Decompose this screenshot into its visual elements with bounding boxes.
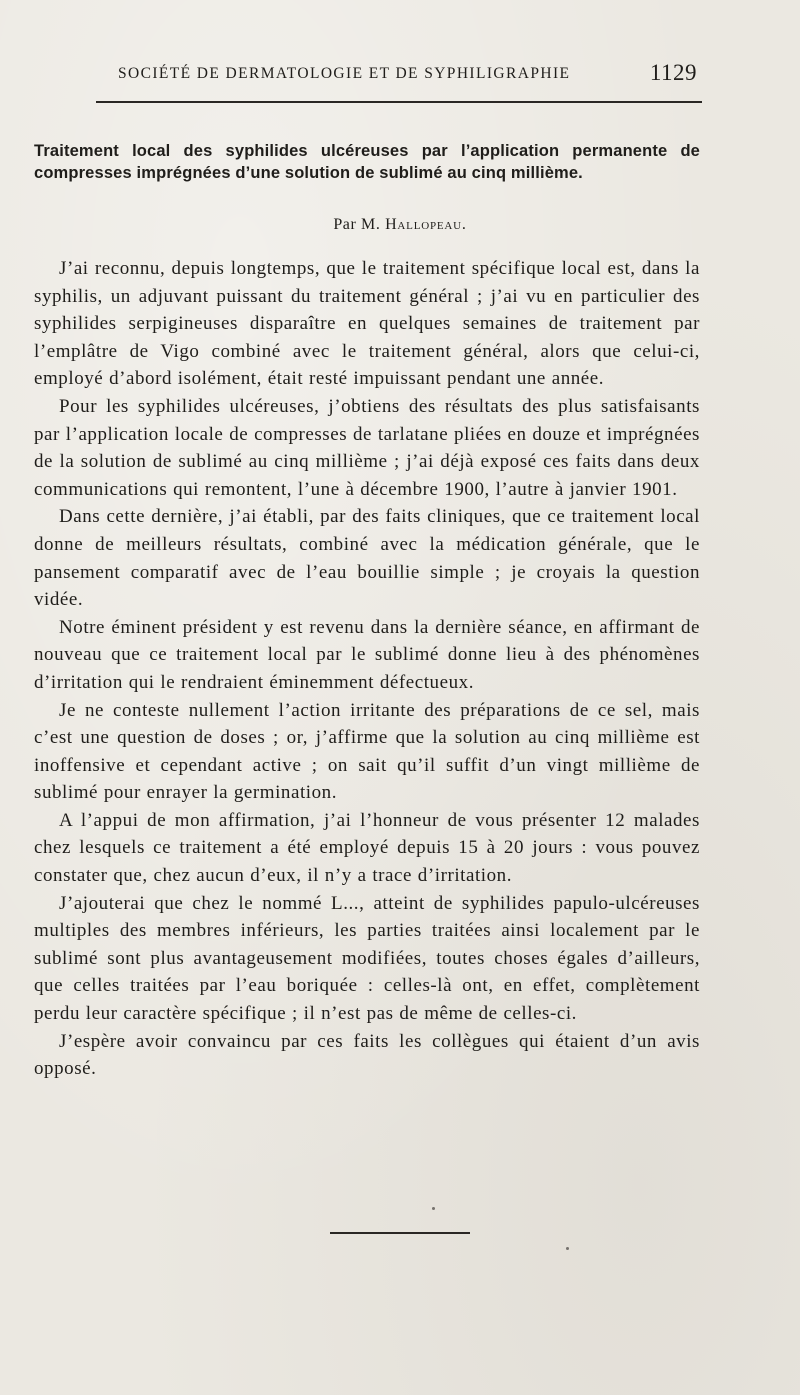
article-body (34, 255, 700, 1083)
paragraph: Notre éminent président y est revenu dans la dernière séance, en affirmant de nouveau que ce traitement local par le sublimé donne lieu à des phénomènes d’irritation qui le rendraient éminemment défectueux. (34, 616, 700, 693)
running-header (118, 60, 697, 88)
page-number: 1129 (649, 60, 697, 85)
running-title: SOCIÉTÉ DE DERMATOLOGIE ET DE SYPHILIGRAPHIE (118, 65, 571, 82)
end-rule (330, 1232, 470, 1234)
author-name: Hallopeau. (385, 216, 467, 233)
byline (0, 216, 800, 234)
header-rule (96, 101, 702, 103)
paragraph: Dans cette dernière, j’ai établi, par des faits cliniques, que ce traitement local donne de meilleurs résultats, combiné avec la médication générale, que le pansement comparatif avec de l’eau bouillie simple ; je croyais la question vidée. (34, 506, 700, 611)
ink-speck (566, 1247, 569, 1250)
ink-speck (432, 1207, 435, 1210)
byline-prefix: Par M. (333, 216, 381, 233)
paragraph: Pour les syphilides ulcéreuses, j’obtiens des résultats des plus satisfaisants par l’application locale de compresses de tarlatane pliées en douze et imprégnées de la solution de sublimé au cinq millième ; j’ai déjà exposé ces faits dans deux communications qui remontent, l’une à décembre 1900, l’autre à janvier 1901. (34, 395, 700, 500)
paragraph: Je ne conteste nullement l’action irritante des préparations de ce sel, mais c’est une question de doses ; or, j’affirme que la solution au cinq millième est inoffensive et cependant active ; on sait qu’il suffit d’un vingt millième de sublimé pour enrayer la germination. (34, 699, 700, 804)
paragraph: J’ajouterai que chez le nommé L..., atteint de syphilides papulo-ulcéreuses multiples des membres inférieurs, les parties traitées ainsi localement par le sublimé sont plus avantageusement modifiées, toutes choses égales d’ailleurs, que celles traitées par l’eau boriquée : celles-là ont, en effet, complètement perdu leur caractère spécifique ; il n’est pas de même de celles-ci. (34, 892, 700, 1025)
paragraph: J’espère avoir convaincu par ces faits les collègues qui étaient d’un avis opposé. (34, 1030, 700, 1080)
article-title: Traitement local des syphilides ulcéreuses par l’application permanente de compresses imprégnées d’une solution de sublimé au cinq millième. (34, 142, 700, 182)
paragraph: J’ai reconnu, depuis longtemps, que le traitement spécifique local est, dans la syphilis, un adjuvant puissant du traitement général ; j’ai vu en particulier des syphilides serpigineuses disparaître en quelques semaines de traitement par l’emplâtre de Vigo combiné avec le traitement général, alors que celui-ci, employé d’abord isolément, était resté impuissant pendant une année. (34, 258, 700, 390)
paragraph: A l’appui de mon affirmation, j’ai l’honneur de vous présenter 12 malades chez lesquels ce traitement a été employé depuis 15 à 20 jours : vous pouvez constater que, chez aucun d’eux, il n’y a trace d’irritation. (34, 809, 700, 887)
